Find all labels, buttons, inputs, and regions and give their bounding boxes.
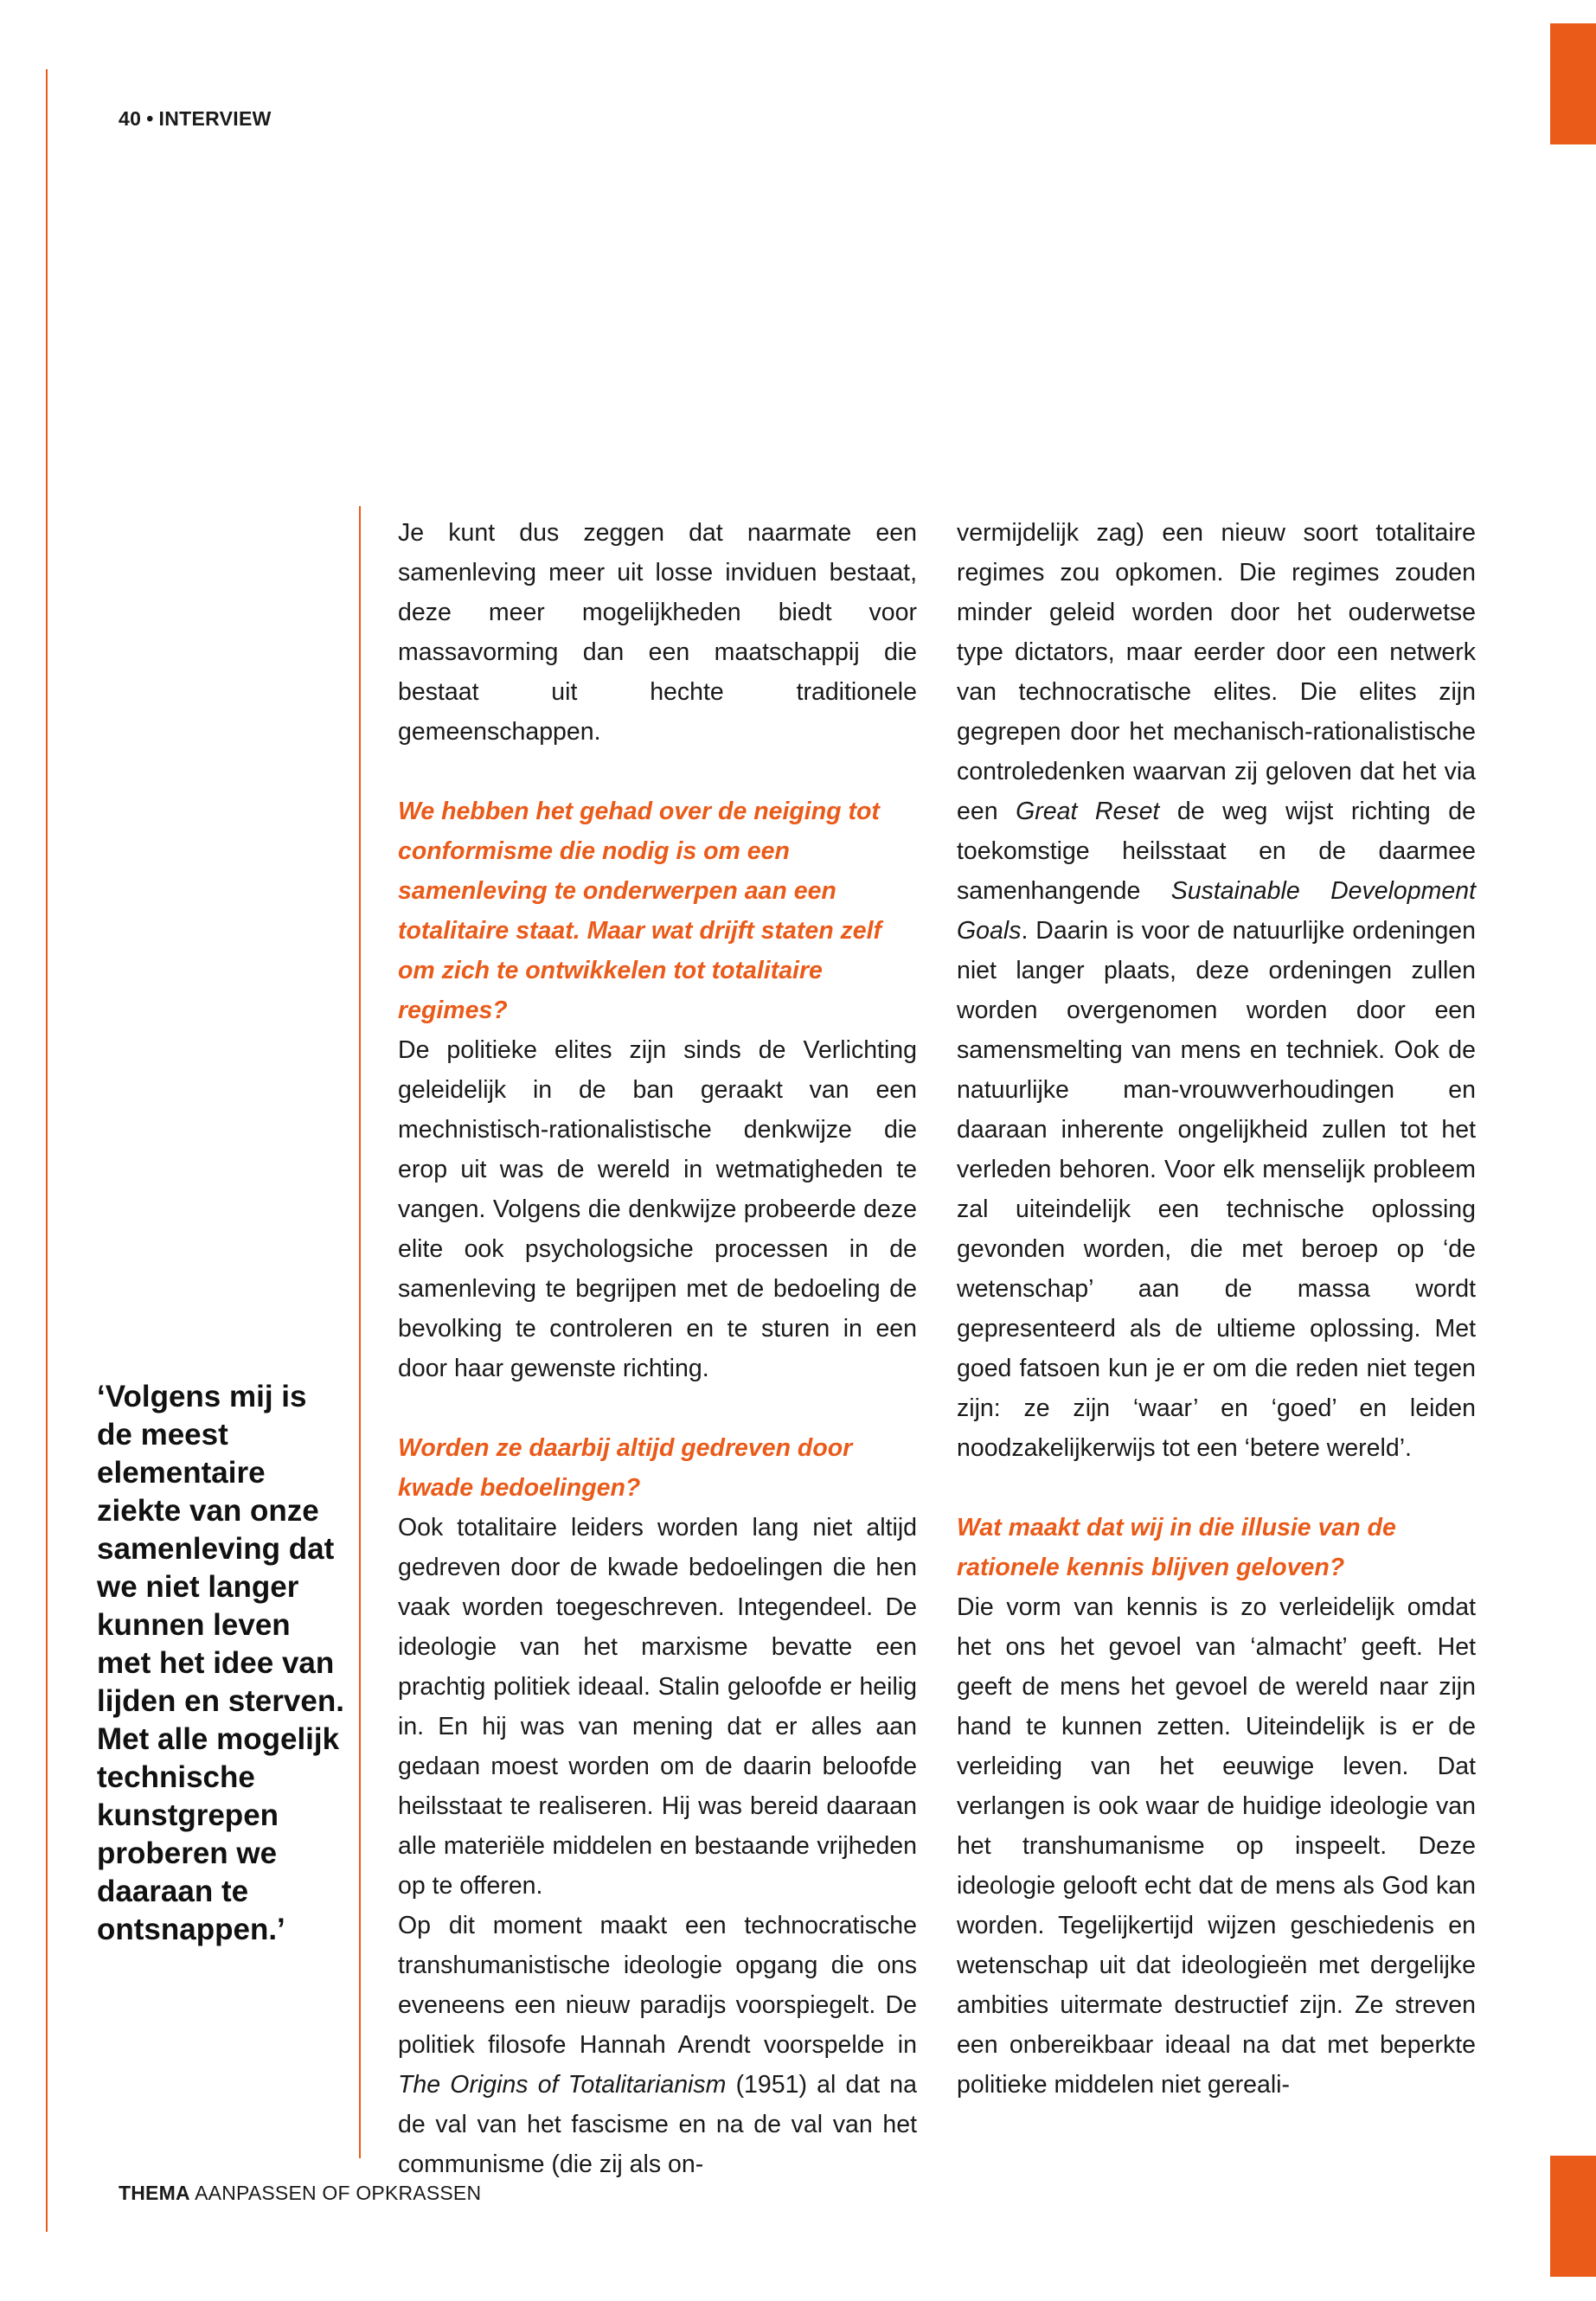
paragraph-text: vermijdelijk zag) een nieuw soort totalitaire regimes zou opkomen. Die regimes zouden minder geleid worden door het ouderwetse type dictators, maar eerder door een netwerk van technocratische elites. Die elites zijn gegrepen door het mechanisch-rationalistische controledenken waarvan zij geloven dat het via een bbox=[957, 519, 1476, 825]
emphasis-term: Sustainable Development Goals bbox=[957, 877, 1476, 945]
page-header bbox=[119, 107, 272, 131]
column-left bbox=[398, 513, 917, 2184]
section-label: INTERVIEW bbox=[158, 107, 272, 130]
page-footer bbox=[119, 2182, 481, 2205]
paragraph: De politieke elites zijn sinds de Verlichting geleidelijk in de ban geraakt van een mechnistisch-rationalistische denkwijze die erop uit was de wereld in wetmatigheden te vangen. Volgens die denkwijze probeerde deze elite ook psychologsiche processen in de samenleving te begrijpen met de bedoeling de bevolking te controleren en te sturen in een door haar gewenste richting. bbox=[398, 1036, 917, 1382]
paragraph: Je kunt dus zeggen dat naarmate een samenleving meer uit losse inviduen bestaat, deze meer mogelijkheden biedt voor massavorming dan een maatschappij die bestaat uit hechte traditionele gemeenschappen. bbox=[398, 519, 917, 746]
paragraph-text: de weg wijst richting de toekomstige heilsstaat en de daarmee samenhangende bbox=[957, 798, 1476, 905]
paragraph-text: Op dit moment maakt een technocratische transhumanistische ideologie opgang die ons eveneens een nieuw paradijs voorspiegelt. De politiek filosofe Hannah Arendt voorspelde in bbox=[398, 1912, 917, 2059]
thema-label: THEMA bbox=[119, 2182, 190, 2204]
orange-tab-top bbox=[1550, 23, 1596, 144]
thema-title: AANPASSEN OF OPKRASSEN bbox=[195, 2182, 482, 2204]
paragraph bbox=[957, 513, 1476, 1468]
column-right bbox=[957, 513, 1476, 2105]
column-rule bbox=[359, 506, 361, 2158]
interview-question: Worden ze daarbij altijd gedreven door kwade bedoelingen? bbox=[398, 1434, 853, 1502]
page-number: 40 bbox=[119, 107, 142, 130]
interview-question: We hebben het gehad over de neiging tot conformisme die nodig is om een samenleving te onderwerpen aan een totalitaire staat. Maar wat drijft staten zelf om zich te ontwikkelen tot totalitaire regimes? bbox=[398, 798, 882, 1024]
left-margin-rule bbox=[46, 69, 48, 2232]
header-separator: • bbox=[146, 107, 154, 130]
emphasis-term: Great Reset bbox=[1016, 798, 1160, 825]
orange-tab-bottom bbox=[1550, 2156, 1596, 2277]
book-title: The Origins of Totalitarianism bbox=[398, 2071, 727, 2099]
paragraph: Die vorm van kennis is zo verleidelijk omdat het ons het gevoel van ‘almacht’ geeft. Het geeft de mens het gevoel de wereld naar zijn hand te kunnen zetten. Uiteindelijk is er de verleiding van het eeuwige leven. Dat verlangen is ook waar de huidige ideologie van het transhumanisme op inspeelt. Deze ideologie gelooft echt dat de mens als God kan worden. Tegelijkertijd wijzen geschiedenis en wetenschap uit dat ideologieën met dergelijke ambities uitermate destructief zijn. Ze streven een onbereikbaar ideaal na dat met beperkte politieke middelen niet gereali- bbox=[957, 1593, 1476, 2099]
paragraph-text: (1951) al dat na de val van het fascisme en na de val van het communisme (die zij als on- bbox=[398, 2071, 917, 2178]
paragraph bbox=[398, 1906, 917, 2184]
paragraph-text: . Daarin is voor de natuurlijke ordeningen niet langer plaats, deze ordeningen zullen worden overgenomen worden door een samensmelting van mens en techniek. Ook de natuurlijke man-vrouwverhoudingen en daaraan inherente ongelijkheid zullen tot het verleden behoren. Voor elk menselijk probleem zal uiteindelijk een technische oplossing gevonden worden, die met beroep op ‘de wetenschap’ aan de massa wordt gepresenteerd als de ultieme oplossing. Met goed fatsoen kun je er om die reden niet tegen zijn: ze zijn ‘waar’ en ‘goed’ en leiden noodzakelijkerwijs tot een ‘betere wereld’. bbox=[957, 917, 1476, 1462]
paragraph: Ook totalitaire leiders worden lang niet altijd gedreven door de kwade bedoelingen die hen vaak worden toegeschreven. Integendeel. De ideologie van het marxisme bevatte een prachtig politiek ideaal. Stalin geloofde er heilig in. En hij was van mening dat er alles aan gedaan moest worden om de daarin beloofde heilsstaat te realiseren. Hij was bereid daaraan alle materiële middelen en bestaande vrijheden op te offeren. bbox=[398, 1514, 917, 1900]
interview-question: Wat maakt dat wij in die illusie van de rationele kennis blijven geloven? bbox=[957, 1514, 1396, 1581]
pull-quote: ‘Volgens mij is de meest elementaire ziekte van onze samenleving dat we niet langer kunnen leven met het idee van lijden en sterven. Met alle mogelijk technische kunstgrepen proberen we daaraan te ontsnappen.’ bbox=[97, 1380, 344, 1946]
